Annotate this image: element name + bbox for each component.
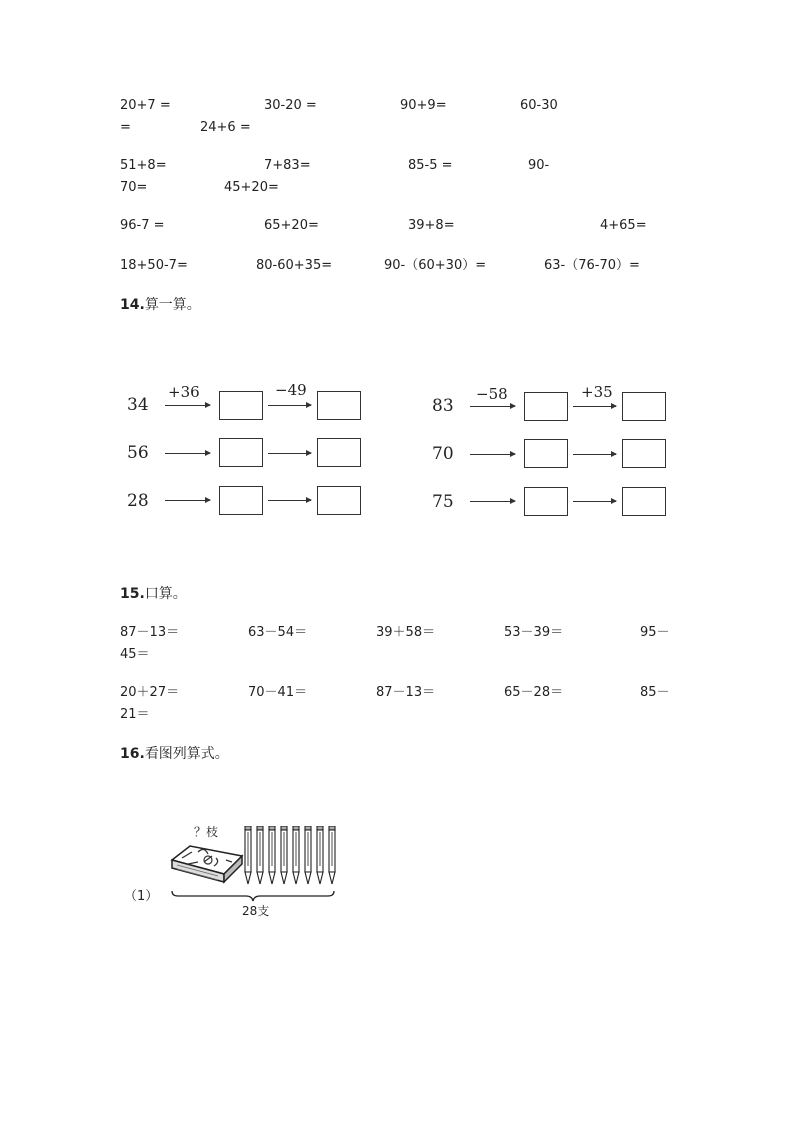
q16-part-label: （1） [124, 889, 159, 904]
eq-1-4-cont: = [120, 120, 131, 135]
arrow-right-icon [165, 453, 210, 454]
q14-heading [120, 297, 201, 313]
q14-right-start-3: 75 [432, 492, 454, 512]
q15-eq-1-3: 39＋58＝ [376, 625, 436, 640]
q14-left-answer-box[interactable] [317, 391, 361, 420]
eq-3-3: 39+8= [408, 218, 455, 233]
q16-total-label: 28支 [242, 904, 270, 918]
q14-right-start-1: 83 [432, 396, 454, 416]
eq-1-5: 24+6 = [200, 120, 251, 135]
q14-right-answer-box[interactable] [524, 439, 568, 468]
q15-eq-1-5-cont: 45＝ [120, 647, 150, 662]
eq-4-2: 80-60+35= [256, 258, 333, 273]
q14-left-answer-box[interactable] [317, 438, 361, 467]
q14-left-answer-box[interactable] [219, 438, 263, 467]
eq-1-3: 90+9= [400, 98, 447, 113]
arrow-right-icon [268, 500, 311, 501]
eq-2-4-cont: 70= [120, 180, 148, 195]
eq-2-3: 85-5 = [408, 158, 453, 173]
q14-right-answer-box[interactable] [524, 487, 568, 516]
q16-unknown-label: ？枝 [194, 825, 219, 839]
q14-right-answer-box[interactable] [524, 392, 568, 421]
eq-2-2: 7+83= [264, 158, 311, 173]
eq-3-4: 4+65= [600, 218, 647, 233]
arrow-right-icon [573, 454, 616, 455]
q14-left-op1: +36 [168, 383, 200, 401]
arrow-right-icon [470, 454, 515, 455]
q14-title: 算一算。 [144, 297, 201, 313]
eq-4-3: 90-（60+30）= [384, 258, 487, 273]
q15-eq-1-1: 87－13＝ [120, 625, 180, 640]
q15-title: 口算。 [144, 586, 187, 602]
arrow-right-icon [268, 405, 311, 406]
arrow-right-icon [470, 406, 515, 407]
q15-eq-2-5: 85－ [640, 685, 670, 700]
q14-number: 14. [120, 297, 145, 313]
q15-eq-2-1: 20＋27＝ [120, 685, 180, 700]
q14-right-answer-box[interactable] [622, 392, 666, 421]
q14-left-start-3: 28 [127, 491, 149, 511]
arrow-right-icon [165, 500, 210, 501]
eq-1-2: 30-20 = [264, 98, 317, 113]
eq-1-1: 20+7 = [120, 98, 171, 113]
q14-left-answer-box[interactable] [317, 486, 361, 515]
q14-right-answer-box[interactable] [622, 487, 666, 516]
q15-eq-2-2: 70－41＝ [248, 685, 308, 700]
q15-eq-2-4: 65－28＝ [504, 685, 564, 700]
eq-3-2: 65+20= [264, 218, 319, 233]
arrow-right-icon [573, 501, 616, 502]
q15-number: 15. [120, 586, 145, 602]
q16-title: 看图列算式。 [144, 746, 229, 762]
pencils-icon [243, 826, 337, 888]
eq-2-5: 45+20= [224, 180, 279, 195]
q14-right-answer-box[interactable] [622, 439, 666, 468]
arrow-right-icon [165, 405, 210, 406]
eq-4-1: 18+50-7= [120, 258, 188, 273]
brace-icon [170, 889, 336, 903]
eq-2-1: 51+8= [120, 158, 167, 173]
q15-eq-1-4: 53－39＝ [504, 625, 564, 640]
arrow-right-icon [268, 453, 311, 454]
q14-left-answer-box[interactable] [219, 486, 263, 515]
q14-right-start-2: 70 [432, 444, 454, 464]
q15-eq-1-5: 95－ [640, 625, 670, 640]
arrow-right-icon [573, 406, 616, 407]
q14-right-op1: −58 [476, 385, 508, 403]
eq-3-1: 96-7 = [120, 218, 165, 233]
pencil-box-icon [168, 838, 246, 888]
q14-left-answer-box[interactable] [219, 391, 263, 420]
q14-left-start-2: 56 [127, 443, 149, 463]
q15-eq-1-2: 63－54＝ [248, 625, 308, 640]
eq-4-4: 63-（76-70）= [544, 258, 640, 273]
eq-2-4: 90- [528, 158, 550, 173]
q14-left-start-1: 34 [127, 395, 149, 415]
q14-left-op2: −49 [275, 381, 307, 399]
q15-eq-2-3: 87－13＝ [376, 685, 436, 700]
q15-eq-2-5-cont: 21＝ [120, 707, 150, 722]
q14-right-op2: +35 [581, 383, 613, 401]
eq-1-4: 60-30 [520, 98, 558, 113]
arrow-right-icon [470, 501, 515, 502]
q16-number: 16. [120, 746, 145, 762]
q15-heading [120, 586, 187, 602]
q16-heading [120, 746, 229, 762]
